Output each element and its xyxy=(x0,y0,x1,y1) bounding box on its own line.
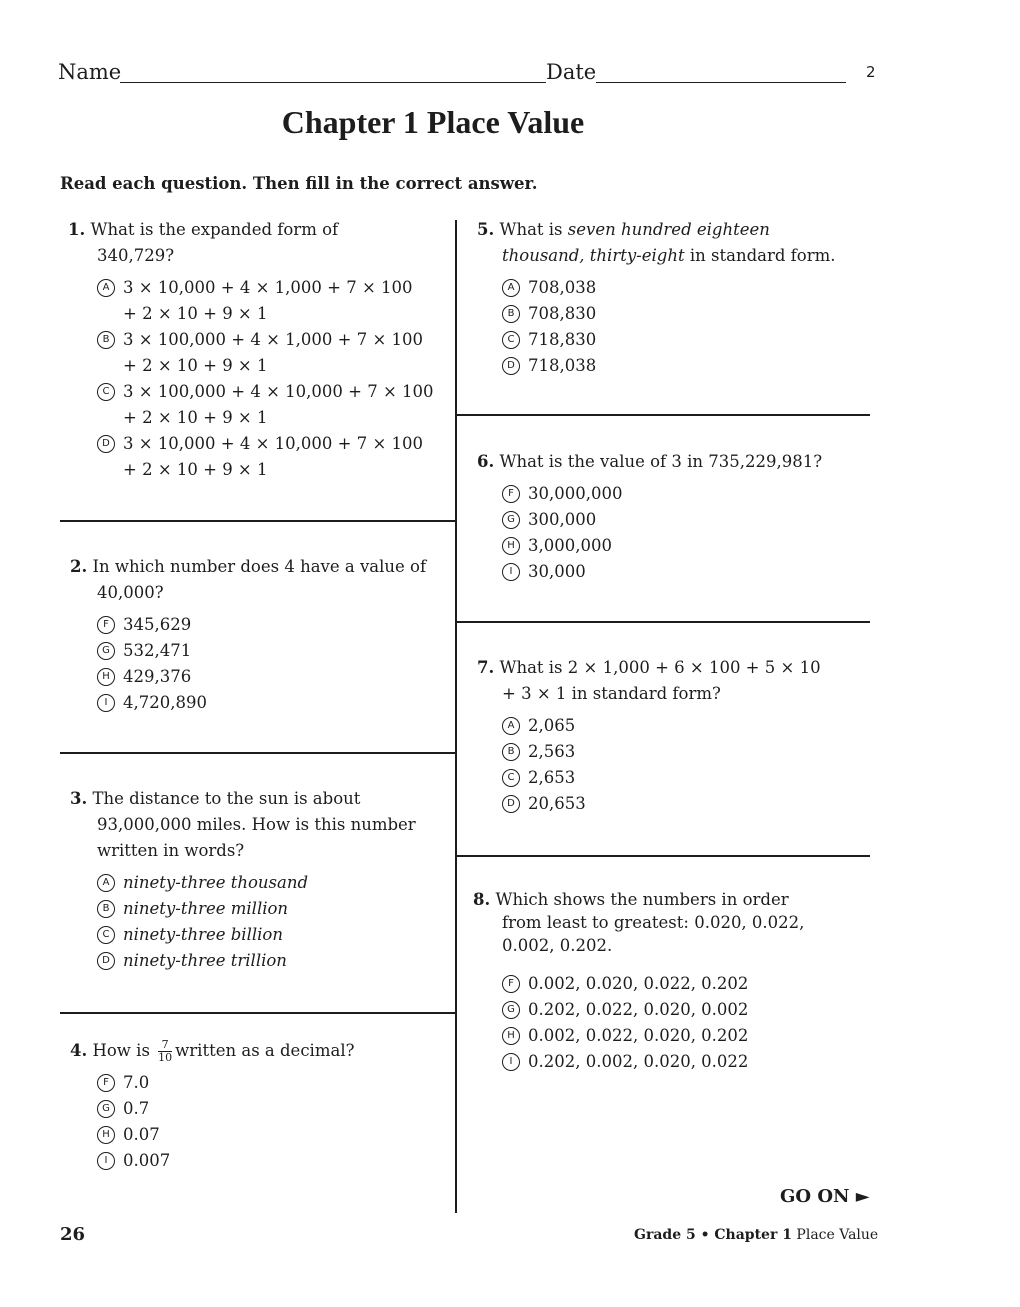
answer-bubble[interactable]: F xyxy=(502,975,520,993)
answer-option-g[interactable] xyxy=(502,997,868,1023)
option-text: 0.202, 0.022, 0.020, 0.002 xyxy=(528,1000,749,1019)
question-3 xyxy=(70,786,450,974)
answer-bubble[interactable]: D xyxy=(97,435,115,453)
divider-q2 xyxy=(60,752,456,754)
answer-bubble[interactable]: H xyxy=(502,537,520,555)
option-text: 2,065 xyxy=(528,716,576,735)
answer-option-i[interactable] xyxy=(502,559,867,585)
answer-option-d[interactable] xyxy=(502,791,867,817)
fraction xyxy=(158,1039,172,1064)
option-text: 718,830 xyxy=(528,330,597,349)
option-text: 3 × 10,000 + 4 × 1,000 + 7 × 100 xyxy=(123,278,413,297)
instructions: Read each question. Then fill in the correct answer. xyxy=(60,174,538,193)
answer-bubble[interactable]: C xyxy=(502,769,520,787)
answer-bubble[interactable]: I xyxy=(502,563,520,581)
column-divider xyxy=(455,220,457,1213)
option-text: 0.007 xyxy=(123,1151,171,1170)
answer-option-a[interactable] xyxy=(502,713,867,739)
question-text: What is the value of 3 in 735,229,981? xyxy=(499,452,823,471)
footer-course xyxy=(634,1227,878,1243)
answer-option-c[interactable] xyxy=(97,379,448,431)
answer-option-h[interactable] xyxy=(97,1122,450,1148)
question-6 xyxy=(477,449,867,585)
question-text: 340,729? xyxy=(97,246,175,265)
answer-option-b[interactable] xyxy=(97,327,448,379)
option-text: 532,471 xyxy=(123,641,192,660)
answer-option-b[interactable] xyxy=(502,301,867,327)
answer-option-f[interactable] xyxy=(502,971,868,997)
answer-bubble[interactable]: I xyxy=(97,1152,115,1170)
name-label: Name xyxy=(58,60,122,84)
name-line[interactable] xyxy=(120,82,546,83)
option-text: 0.07 xyxy=(123,1125,160,1144)
option-text: 3 × 100,000 + 4 × 1,000 + 7 × 100 xyxy=(123,330,424,349)
fraction-denominator: 10 xyxy=(158,1051,173,1064)
question-text: written as a decimal? xyxy=(175,1041,355,1060)
question-number: 4. xyxy=(70,1041,88,1060)
answer-bubble[interactable]: C xyxy=(97,926,115,944)
answer-option-d[interactable] xyxy=(97,948,450,974)
option-text: ninety-three million xyxy=(123,899,289,918)
option-text: 0.202, 0.002, 0.020, 0.022 xyxy=(528,1052,749,1071)
option-text: 7.0 xyxy=(123,1073,150,1092)
question-5 xyxy=(477,217,867,379)
option-text: 345,629 xyxy=(123,615,192,634)
answer-option-g[interactable] xyxy=(502,507,867,533)
answer-bubble[interactable]: B xyxy=(97,900,115,918)
divider-q3 xyxy=(60,1012,456,1014)
answer-bubble[interactable]: D xyxy=(502,795,520,813)
fraction-numerator: 7 xyxy=(161,1038,169,1051)
question-2 xyxy=(70,554,450,716)
question-text: in standard form. xyxy=(689,246,836,265)
answer-bubble[interactable]: C xyxy=(97,383,115,401)
option-text: 30,000,000 xyxy=(528,484,623,503)
page-number: 2 xyxy=(866,63,876,81)
answer-bubble[interactable]: G xyxy=(97,642,115,660)
answer-option-c[interactable] xyxy=(502,327,867,353)
question-8 xyxy=(473,888,868,1075)
answer-option-g[interactable] xyxy=(97,1096,450,1122)
answer-bubble[interactable]: H xyxy=(502,1027,520,1045)
option-text: + 2 × 10 + 9 × 1 xyxy=(123,460,268,479)
answer-option-c[interactable] xyxy=(502,765,867,791)
option-text: 3 × 100,000 + 4 × 10,000 + 7 × 100 xyxy=(123,382,434,401)
option-text: 0.002, 0.020, 0.022, 0.202 xyxy=(528,974,749,993)
question-text: What is the expanded form of xyxy=(90,220,339,239)
option-text: 2,653 xyxy=(528,768,576,787)
question-text: What is 2 × 1,000 + 6 × 100 + 5 × 10 xyxy=(499,658,821,677)
answer-bubble[interactable]: G xyxy=(97,1100,115,1118)
question-text: from least to greatest: 0.020, 0.022, xyxy=(502,913,805,932)
answer-option-h[interactable] xyxy=(502,1023,868,1049)
question-1 xyxy=(68,217,448,483)
answer-option-f[interactable] xyxy=(97,1070,450,1096)
question-number: 1. xyxy=(68,220,86,239)
option-text: 708,038 xyxy=(528,278,597,297)
answer-bubble[interactable]: B xyxy=(97,331,115,349)
answer-bubble[interactable]: I xyxy=(97,694,115,712)
answer-option-d[interactable] xyxy=(97,431,448,483)
question-4 xyxy=(70,1038,450,1174)
question-text-italic: seven hundred eighteen xyxy=(567,220,770,239)
answer-bubble[interactable]: G xyxy=(502,1001,520,1019)
option-text: 30,000 xyxy=(528,562,586,581)
answer-option-a[interactable] xyxy=(97,275,448,327)
answer-bubble[interactable]: A xyxy=(502,279,520,297)
option-text: 708,830 xyxy=(528,304,597,323)
answer-bubble[interactable]: A xyxy=(97,279,115,297)
option-text: 300,000 xyxy=(528,510,597,529)
question-number: 5. xyxy=(477,220,495,239)
answer-option-b[interactable] xyxy=(97,896,450,922)
answer-bubble[interactable]: A xyxy=(502,717,520,735)
question-7 xyxy=(477,655,867,817)
answer-option-h[interactable] xyxy=(502,533,867,559)
option-text: ninety-three trillion xyxy=(123,951,287,970)
option-text: 0.002, 0.022, 0.020, 0.202 xyxy=(528,1026,749,1045)
question-text-italic: thousand, thirty-eight xyxy=(502,246,685,265)
date-line[interactable] xyxy=(596,82,846,83)
answer-option-h[interactable] xyxy=(97,664,450,690)
answer-bubble[interactable]: D xyxy=(97,952,115,970)
option-text: 429,376 xyxy=(123,667,192,686)
answer-bubble[interactable]: B xyxy=(502,743,520,761)
option-text: 2,563 xyxy=(528,742,576,761)
question-text: 40,000? xyxy=(97,583,164,602)
date-label: Date xyxy=(546,60,597,84)
option-text: + 2 × 10 + 9 × 1 xyxy=(123,408,268,427)
option-text: + 2 × 10 + 9 × 1 xyxy=(123,304,268,323)
question-text: In which number does 4 have a value of xyxy=(92,557,427,576)
answer-option-i[interactable] xyxy=(97,1148,450,1174)
answer-bubble[interactable]: F xyxy=(502,485,520,503)
answer-bubble[interactable]: F xyxy=(97,616,115,634)
answer-option-i[interactable] xyxy=(502,1049,868,1075)
answer-bubble[interactable]: B xyxy=(502,305,520,323)
page-title: Chapter 1 Place Value xyxy=(281,104,585,140)
footer-page-number: 26 xyxy=(60,1224,86,1245)
divider-q7 xyxy=(456,855,870,857)
answer-option-d[interactable] xyxy=(502,353,867,379)
answer-bubble[interactable]: D xyxy=(502,357,520,375)
answer-option-g[interactable] xyxy=(97,638,450,664)
answer-option-f[interactable] xyxy=(97,612,450,638)
option-text: + 2 × 10 + 9 × 1 xyxy=(123,356,268,375)
answer-option-a[interactable] xyxy=(97,870,450,896)
question-text: 93,000,000 miles. How is this number xyxy=(97,815,416,834)
go-on-label: GO ON ► xyxy=(780,1186,870,1207)
answer-option-i[interactable] xyxy=(97,690,450,716)
answer-bubble[interactable]: H xyxy=(97,1126,115,1144)
question-text: 0.002, 0.202. xyxy=(502,936,613,955)
answer-option-a[interactable] xyxy=(502,275,867,301)
option-text: 20,653 xyxy=(528,794,586,813)
divider-q6 xyxy=(456,621,870,623)
question-text: The distance to the sun is about xyxy=(92,789,361,808)
option-text: 3,000,000 xyxy=(528,536,612,555)
option-text: ninety-three billion xyxy=(123,925,283,944)
answer-option-f[interactable] xyxy=(502,481,867,507)
option-text: 3 × 10,000 + 4 × 10,000 + 7 × 100 xyxy=(123,434,424,453)
answer-bubble[interactable]: C xyxy=(502,331,520,349)
footer-grade: Grade 5 • Chapter 1 xyxy=(634,1227,792,1243)
question-number: 7. xyxy=(477,658,495,677)
question-number: 8. xyxy=(473,890,491,909)
answer-bubble[interactable]: A xyxy=(97,874,115,892)
question-text: Which shows the numbers in order xyxy=(495,890,789,909)
option-text: 4,720,890 xyxy=(123,693,207,712)
option-text: 718,038 xyxy=(528,356,597,375)
footer-topic: Place Value xyxy=(796,1227,879,1243)
question-number: 6. xyxy=(477,452,495,471)
question-text: written in words? xyxy=(97,841,245,860)
option-text: 0.7 xyxy=(123,1099,150,1118)
question-text: How is xyxy=(92,1041,150,1060)
option-text: ninety-three thousand xyxy=(123,873,309,892)
question-text: What is xyxy=(499,220,563,239)
question-number: 2. xyxy=(70,557,88,576)
divider-q5 xyxy=(456,414,870,416)
answer-bubble[interactable]: G xyxy=(502,511,520,529)
answer-bubble[interactable]: F xyxy=(97,1074,115,1092)
answer-option-c[interactable] xyxy=(97,922,450,948)
answer-bubble[interactable]: H xyxy=(97,668,115,686)
divider-q1 xyxy=(60,520,456,522)
answer-bubble[interactable]: I xyxy=(502,1053,520,1071)
answer-option-b[interactable] xyxy=(502,739,867,765)
question-text: + 3 × 1 in standard form? xyxy=(502,684,721,703)
question-number: 3. xyxy=(70,789,88,808)
